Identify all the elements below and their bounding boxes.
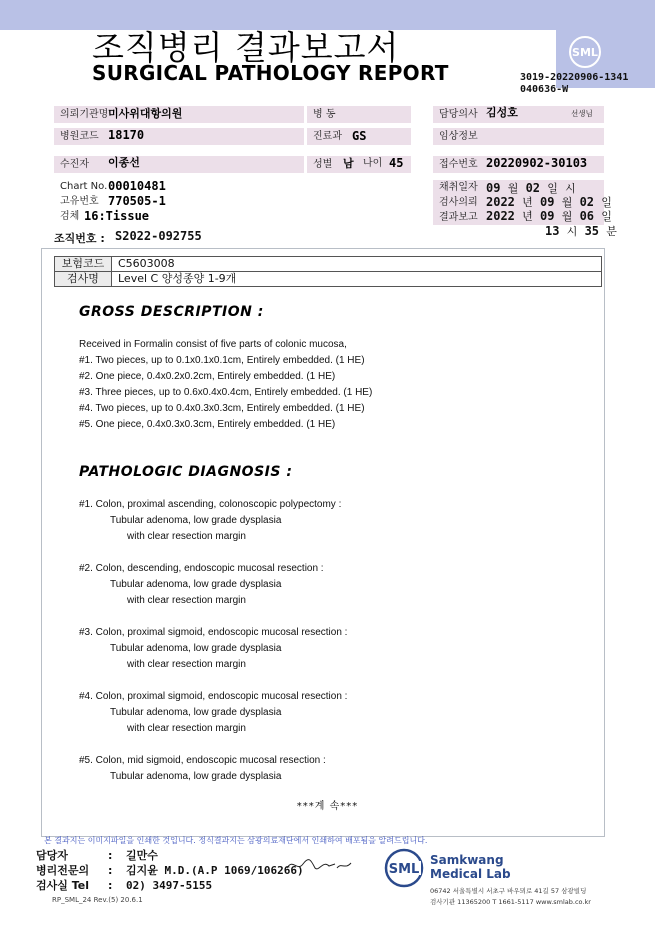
gross-line: #2. One piece, 0.4x0.2x0.2cm, Entirely embedded. (1 HE) [79,371,336,382]
gross-line: #1. Two pieces, up to 0.1x0.1x0.1cm, Entirely embedded. (1 HE) [79,355,365,366]
samkwang-logo-text: SML [388,862,420,877]
tissue-number-label: 조직번호 : [54,232,105,245]
tissue-number-value: S2022-092755 [115,229,202,243]
report-title-english: SURGICAL PATHOLOGY REPORT [92,61,449,85]
unique-no-value: 770505-1 [108,194,166,208]
lab-tel-value: 02) 3497-5155 [126,879,213,892]
receipt-value: 20220902-30103 [486,156,588,170]
pathologist-label: 병리전문의 [36,864,90,877]
specimen-value: 16:Tissue [84,209,150,223]
chart-no-label: Chart No. [60,181,108,192]
diagnosis-site: #4. Colon, proximal sigmoid, endoscopic mucosal resection : [79,691,348,702]
report-time-value: 13 시 35 분 [545,224,617,238]
request-date-value: 2022 년 09 월 02 일 [486,195,612,209]
diagnosis-site: #5. Colon, mid sigmoid, endoscopic mucosal resection : [79,755,326,766]
gross-line: #3. Three pieces, up to 0.6x0.4x0.4cm, Entirely embedded. (1 HE) [79,387,373,398]
patient-value: 이종선 [108,156,140,169]
pathologic-diagnosis-title: PATHOLOGIC DIAGNOSIS : [79,464,293,480]
department-label: 진료과 [313,131,342,142]
sex-value: 남 [343,157,354,170]
clinical-info-row [433,128,604,145]
staff-colon: : [108,849,113,862]
company-address: 06742 서울특별시 서초구 바우뫼로 41길 57 삼광빌딩 [430,887,587,895]
sex-label: 성별 [313,159,333,170]
specimen-label: 검체 [60,211,80,222]
gross-line: #5. One piece, 0.4x0.3x0.3cm, Entirely embedded. (1 HE) [79,419,336,430]
diagnosis-finding: Tubular adenoma, low grade dysplasia [110,771,282,782]
report-date-label: 결과보고 [439,212,478,223]
sml-logo-text: SML [572,46,598,59]
lab-tel-label: 검사실 Tel [36,879,89,892]
gross-line: #4. Two pieces, up to 0.4x0.3x0.3cm, Entirely embedded. (1 HE) [79,403,365,414]
diagnosis-site: #3. Colon, proximal sigmoid, endoscopic mucosal resection : [79,627,348,638]
report-title-korean: 조직병리 결과보고서 [92,28,400,67]
diagnosis-finding: Tubular adenoma, low grade dysplasia [110,579,282,590]
chart-no-value: 00010481 [108,179,166,193]
report-number-line2: 040636-W [520,84,569,95]
ward-row [307,106,411,123]
pathologist-value: 김지윤 M.D.(A.P 1069/106266) [126,864,304,877]
patient-label: 수진자 [60,159,89,170]
insurance-code-value: C5603008 [112,257,602,272]
ward-label: 병 동 [313,109,336,120]
unique-no-label: 고유번호 [60,196,99,207]
collection-date-value: 09 월 02 일 시 [486,181,576,195]
report-body-frame [41,248,605,837]
gross-line: Received in Formalin consist of five parts of colonic mucosa, [79,339,347,350]
staff-value: 길만수 [126,849,158,862]
request-date-label: 검사의뢰 [439,197,478,208]
report-date-value: 2022 년 09 월 06 일 [486,209,612,223]
patient-row [54,156,304,173]
receipt-label: 접수번호 [439,159,478,170]
doctor-suffix: 선생님 [571,109,593,118]
lab-tel-colon: : [108,879,113,892]
diagnosis-finding: Tubular adenoma, low grade dysplasia [110,707,282,718]
report-number [520,72,628,96]
insurance-code-label: 보험코드 [55,257,112,272]
clinical-info-label: 임상정보 [439,131,478,142]
test-name-value: Level C 양성종양 1-9개 [112,272,602,287]
age-value: 45 [389,156,404,170]
samkwang-logo-icon [383,848,427,888]
diagnosis-site: #1. Colon, proximal ascending, colonoscopic polypectomy : [79,499,342,510]
doctor-label: 담당의사 [439,109,478,120]
hospital-code-row [54,128,304,145]
sml-logo [565,36,605,72]
diagnosis-finding: Tubular adenoma, low grade dysplasia [110,515,282,526]
company-contact: 검사기관 11365200 T 1661-5117 www.smlab.co.kr [430,898,591,906]
report-number-line1: 3019-20220906-1341 [520,72,629,83]
staff-label: 담당자 [36,849,68,862]
doctor-value: 김성호 [486,106,518,119]
gross-description-title: GROSS DESCRIPTION : [79,304,264,320]
test-name-row [55,272,602,287]
collection-date-label: 채취일자 [439,182,478,193]
diagnosis-margin: with clear resection margin [127,723,246,734]
institution-label: 의뢰기관명 [60,109,109,120]
company-name-line2: Medical Lab [430,867,511,881]
department-value: GS [352,129,367,143]
insurance-table [54,256,602,287]
continued-marker: ***계 속*** [296,801,359,812]
institution-value: 미사위대항의원 [108,107,183,120]
diagnosis-margin: with clear resection margin [127,659,246,670]
form-revision: RP_SML_24 Rev.(5) 20.6.1 [52,896,143,904]
hospital-code-label: 병원코드 [60,131,99,142]
company-name-line1: Samkwang [430,853,504,867]
insurance-code-row [55,257,602,272]
diagnosis-margin: with clear resection margin [127,595,246,606]
pathologist-signature [285,854,355,876]
hospital-code-value: 18170 [108,128,145,142]
print-notice: 본 결과지는 이미지파일을 인쇄한 것입니다. 정식결과지는 삼광의료재단에서 인쇄하여 배포됨을 알려드립니다. [44,836,428,845]
diagnosis-site: #2. Colon, descending, endoscopic mucosal resection : [79,563,324,574]
pathologist-colon: : [108,864,113,877]
diagnosis-margin: with clear resection margin [127,531,246,542]
diagnosis-finding: Tubular adenoma, low grade dysplasia [110,643,282,654]
age-label: 나이 [363,158,383,169]
test-name-label: 검사명 [55,272,112,287]
